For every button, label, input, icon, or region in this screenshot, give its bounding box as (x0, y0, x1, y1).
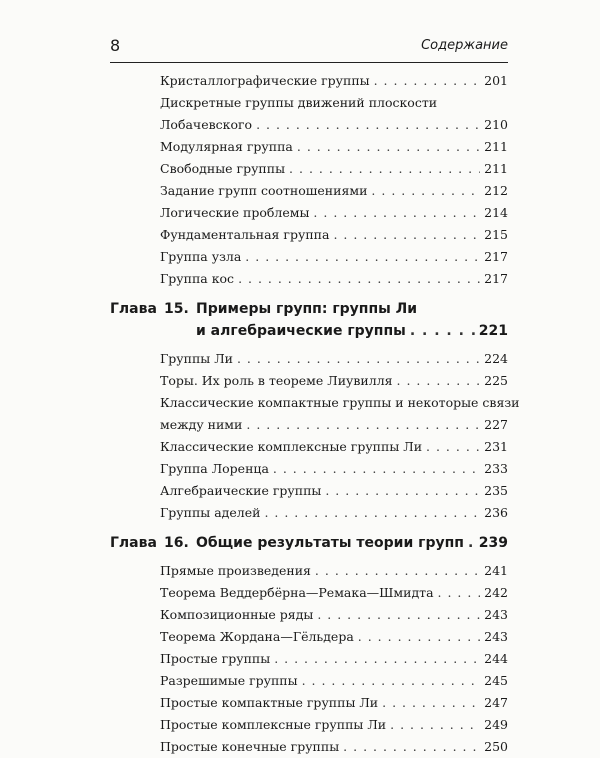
table-of-contents (110, 70, 520, 758)
toc-entry[interactable] (160, 604, 508, 626)
leader-dots (390, 714, 480, 736)
chapter-16-heading[interactable] (110, 532, 508, 554)
leader-dots (438, 582, 480, 604)
toc-entry[interactable] (160, 736, 508, 758)
toc-entry-page: 210 (484, 117, 508, 132)
toc-entry[interactable] (160, 158, 508, 180)
header-rule (110, 62, 508, 63)
toc-entry-title: Теорема Жордана—Гёльдера (160, 629, 354, 644)
toc-entry[interactable] (160, 180, 508, 202)
leader-dots (374, 70, 480, 92)
toc-entry-page: 241 (484, 563, 508, 578)
toc-entry-title: Группа кос (160, 271, 235, 286)
leader-dots (237, 348, 480, 370)
toc-entry-title: Логические проблемы (160, 205, 310, 220)
chapter-label: Глава (110, 301, 157, 317)
toc-entry-page: 212 (484, 183, 508, 198)
page-header (110, 30, 508, 62)
toc-entry-title: Простые конечные группы (160, 739, 340, 754)
toc-entry-page: 242 (484, 585, 508, 600)
toc-entry-title: Теорема Веддербёрна—Ремака—Шмидта (160, 585, 434, 600)
toc-entry[interactable] (160, 268, 508, 290)
leader-dots (264, 502, 480, 524)
toc-entry-title: Задание групп соотношениями (160, 183, 368, 198)
leader-dots (410, 320, 475, 342)
toc-entry[interactable] (160, 626, 508, 648)
toc-entry[interactable] (160, 70, 508, 92)
toc-entry-title: Фундаментальная группа (160, 227, 330, 242)
toc-entry[interactable] (160, 458, 508, 480)
toc-entry-page: 211 (484, 139, 508, 154)
toc-entry[interactable] (160, 582, 508, 604)
toc-entry[interactable] (160, 92, 508, 136)
toc-entry-page: 250 (484, 739, 508, 754)
toc-entry-page: 217 (484, 271, 508, 286)
toc-entry[interactable] (160, 348, 508, 370)
toc-entry[interactable] (160, 560, 508, 582)
toc-entry-title: Простые компактные группы Ли (160, 695, 379, 710)
toc-entry[interactable] (160, 692, 508, 714)
leader-dots (238, 268, 480, 290)
chapter-number: 16. (164, 535, 189, 551)
toc-entry-page: 227 (484, 417, 508, 432)
toc-entry-title: Группы Ли (160, 351, 233, 366)
leader-dots (274, 648, 480, 670)
leader-dots (397, 370, 480, 392)
toc-entry-page: 211 (484, 161, 508, 176)
leader-dots (302, 670, 480, 692)
toc-entry[interactable] (160, 136, 508, 158)
toc-entry-page: 225 (484, 373, 508, 388)
toc-entry-title: Прямые произведения (160, 563, 311, 578)
toc-entry-page: 249 (484, 717, 508, 732)
toc-entry-page: 224 (484, 351, 508, 366)
toc-entry-title-line1: Классические компактные группы и некоторые связи (160, 395, 520, 410)
chapter-title: Общие результаты теории групп (196, 535, 464, 551)
toc-entry[interactable] (160, 436, 508, 458)
toc-entry[interactable] (160, 392, 520, 436)
toc-entry-page: 236 (484, 505, 508, 520)
toc-entry-title: Группа узла (160, 249, 242, 264)
toc-entry[interactable] (160, 714, 508, 736)
toc-entry-page: 235 (484, 483, 508, 498)
toc-entry-page: 244 (484, 651, 508, 666)
chapter-15-heading[interactable] (110, 298, 508, 342)
toc-entry-title: Алгебраические группы (160, 483, 322, 498)
chapter-title-line2: и алгебраические группы (196, 323, 406, 339)
leader-dots (358, 626, 480, 648)
toc-entry-page: 245 (484, 673, 508, 688)
chapter-page: 239 (478, 535, 508, 551)
toc-entry-title: Группы аделей (160, 505, 261, 520)
toc-entry[interactable] (160, 370, 508, 392)
toc-entry-page: 243 (484, 607, 508, 622)
leader-dots (382, 692, 480, 714)
chapter-number: 15. (164, 301, 189, 317)
chapter-page: 221 (478, 323, 508, 339)
leader-dots (289, 158, 480, 180)
leader-dots (343, 736, 480, 758)
toc-entry-page: 215 (484, 227, 508, 242)
leader-dots (325, 480, 480, 502)
toc-entry-title: Простые группы (160, 651, 271, 666)
leader-dots (426, 436, 480, 458)
toc-entry[interactable] (160, 202, 508, 224)
leader-dots (297, 136, 480, 158)
leader-dots (256, 114, 480, 136)
toc-entry-title: Простые комплексные группы Ли (160, 717, 387, 732)
toc-entry-title: Свободные группы (160, 161, 286, 176)
leader-dots (313, 202, 480, 224)
toc-entry-title: Торы. Их роль в теореме Лиувилля (160, 373, 393, 388)
toc-entry-page: 233 (484, 461, 508, 476)
toc-entry-title-line1: Дискретные группы движений плоскости (160, 95, 438, 110)
toc-entry-page: 214 (484, 205, 508, 220)
chapter-label: Глава (110, 535, 157, 551)
toc-entry-title-line2: Лобачевского (160, 117, 253, 132)
page-number: 8 (110, 36, 121, 55)
leader-dots (315, 560, 480, 582)
toc-entry[interactable] (160, 648, 508, 670)
leader-dots (317, 604, 480, 626)
toc-entry[interactable] (160, 670, 508, 692)
toc-entry-title: Кристаллографические группы (160, 73, 370, 88)
leader-dots (333, 224, 480, 246)
toc-entry-title: Классические комплексные группы Ли (160, 439, 423, 454)
leader-dots (273, 458, 480, 480)
toc-entry[interactable] (160, 246, 508, 268)
leader-dots (468, 532, 475, 554)
toc-entry-page: 231 (484, 439, 508, 454)
toc-entry-title: Композиционные ряды (160, 607, 314, 622)
toc-entry[interactable] (160, 224, 508, 246)
toc-entry-title: Разрешимые группы (160, 673, 298, 688)
toc-entry-page: 217 (484, 249, 508, 264)
leader-dots (371, 180, 480, 202)
toc-entry-page: 243 (484, 629, 508, 644)
toc-entry-title: Группа Лоренца (160, 461, 269, 476)
running-head: Содержание (421, 38, 508, 53)
toc-entry-title: Модулярная группа (160, 139, 293, 154)
chapter-title-line1: Примеры групп: группы Ли (196, 301, 418, 317)
toc-entry-page: 247 (484, 695, 508, 710)
leader-dots (246, 414, 480, 436)
toc-entry[interactable] (160, 502, 508, 524)
toc-entry-page: 201 (484, 73, 508, 88)
toc-entry-title-line2: между ними (160, 417, 243, 432)
toc-entry[interactable] (160, 480, 508, 502)
leader-dots (245, 246, 480, 268)
